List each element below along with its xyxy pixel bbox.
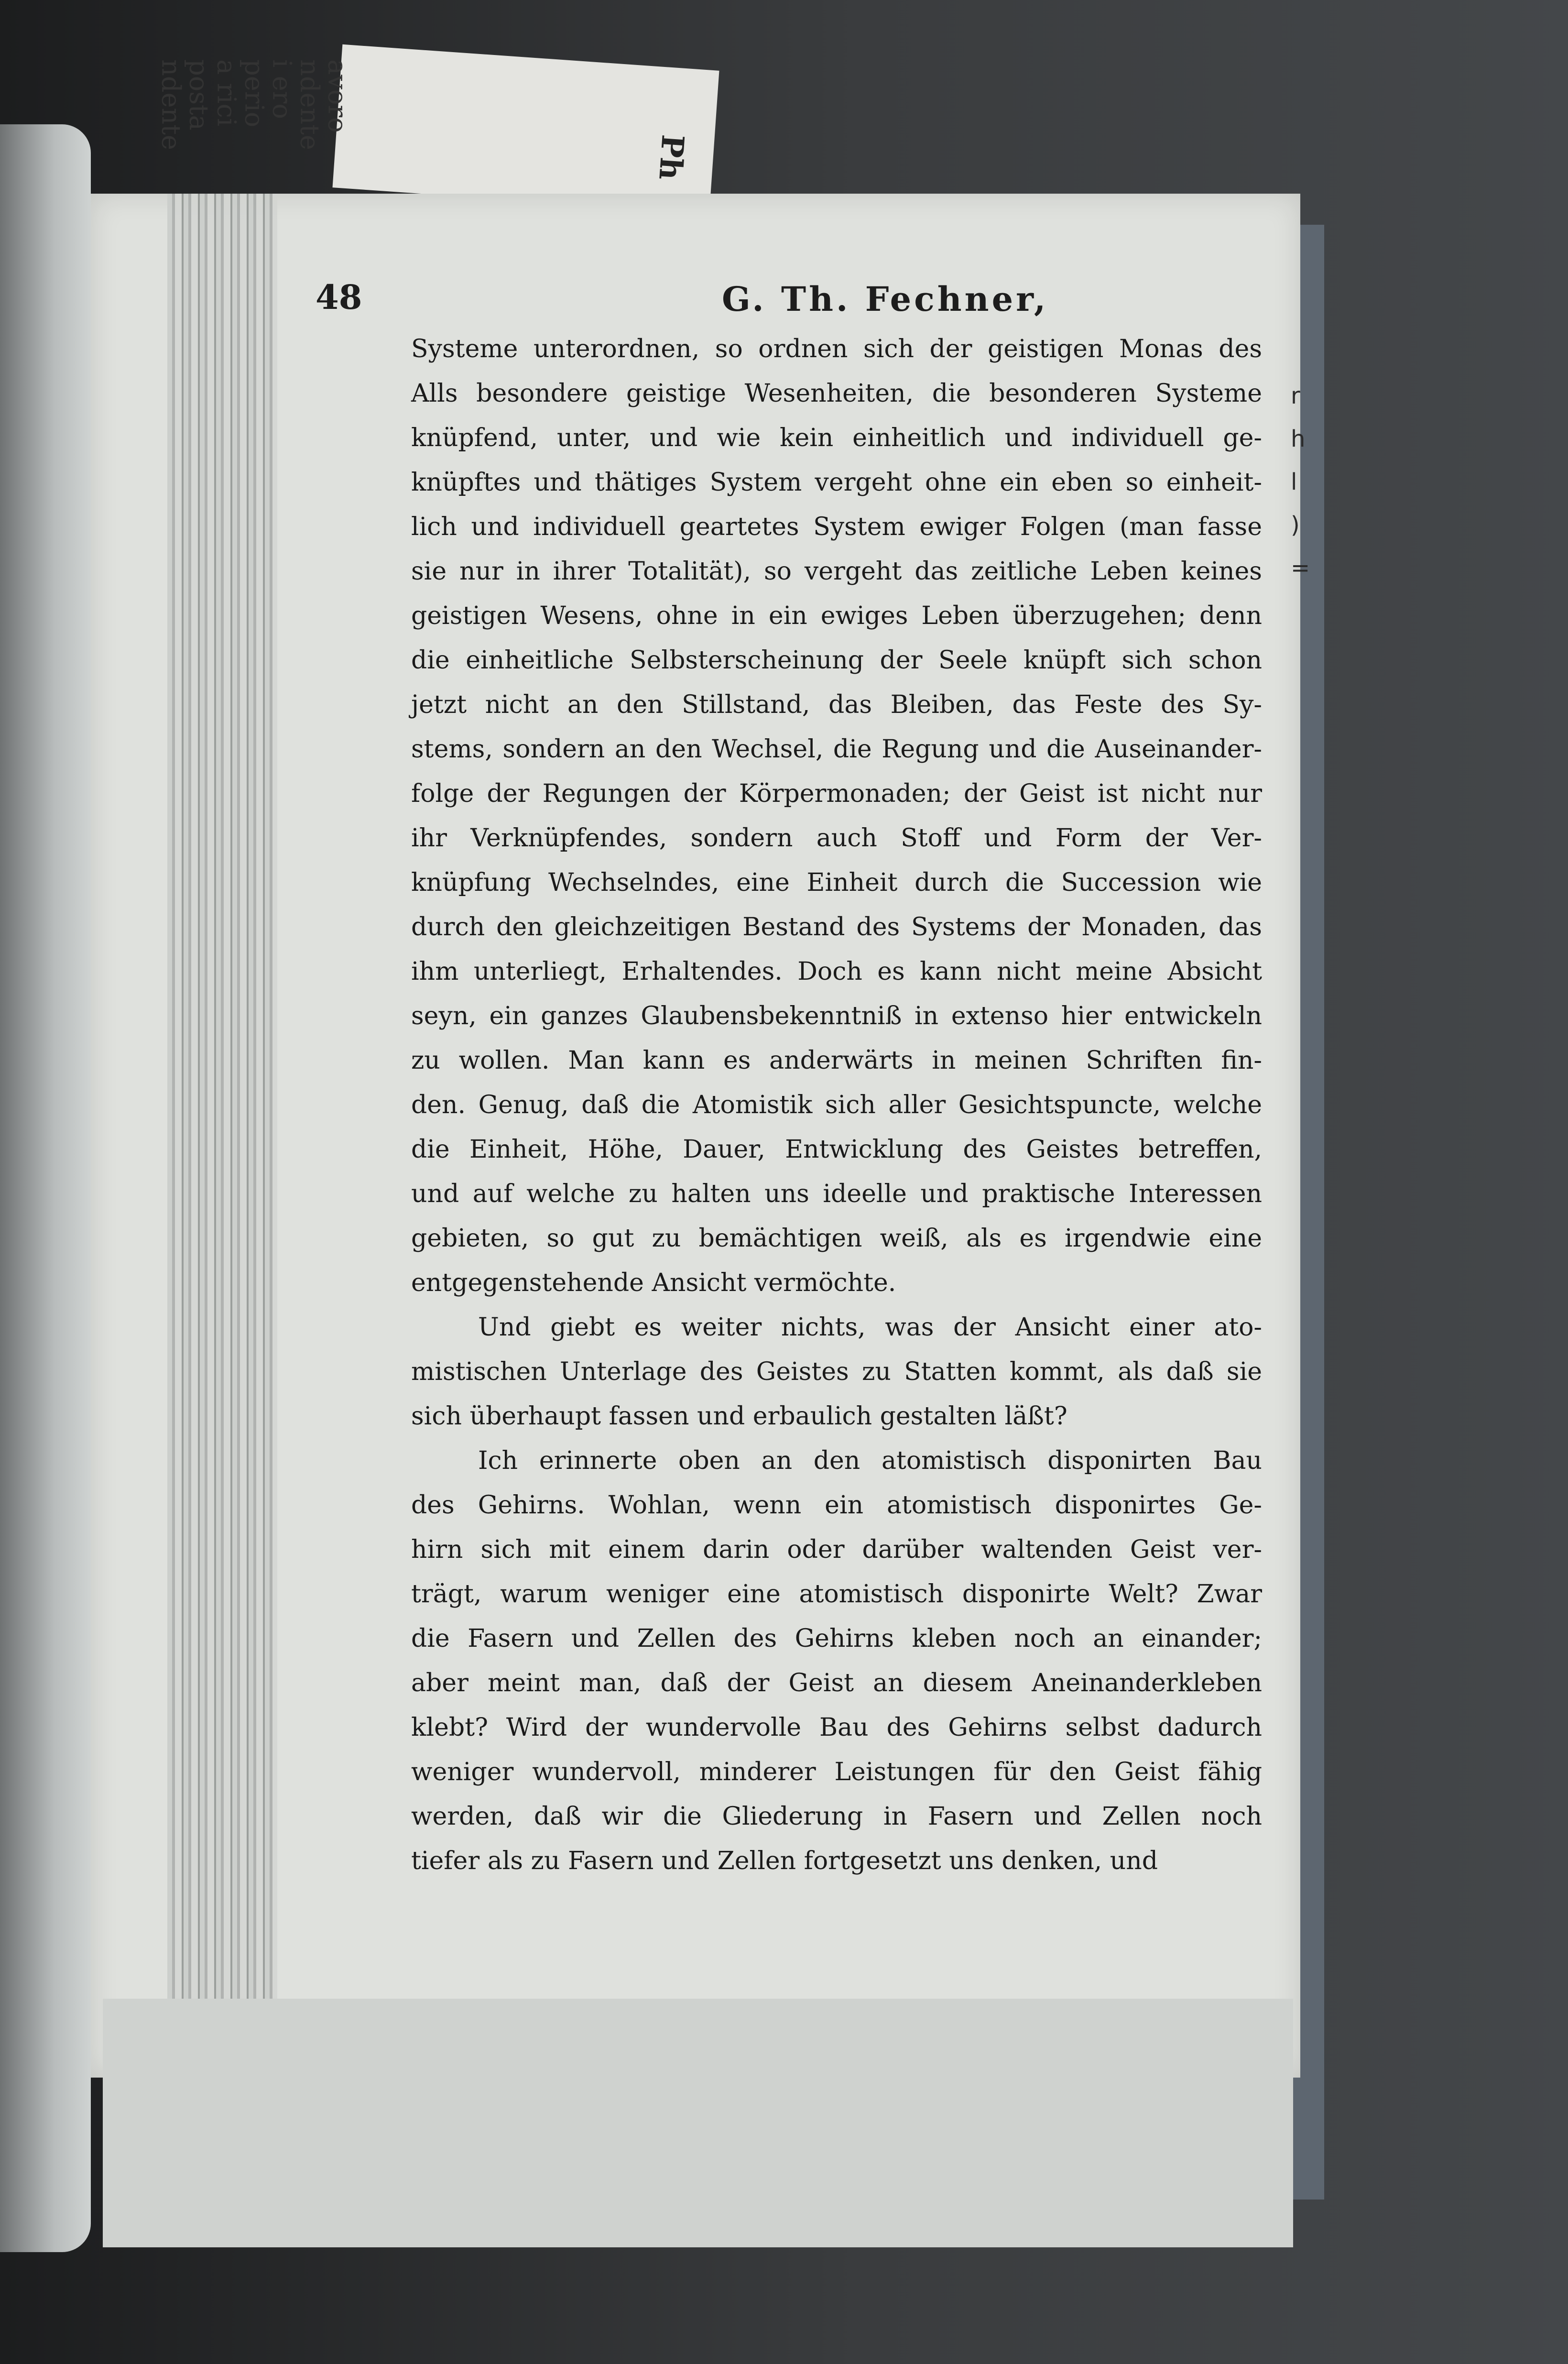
- text-line-content: hirn sich mit einem darin oder darüber waltenden Geist ver-: [411, 1535, 1262, 1564]
- text-line-content: aber meint man, daß der Geist an diesem Aneinanderkleben: [411, 1669, 1262, 1697]
- text-line-content: zu wollen. Man kann es anderwärts in meinen Schriften fin-: [411, 1046, 1262, 1075]
- text-line-content: trägt, warum weniger eine atomistisch disponirte Welt? Zwar: [411, 1580, 1262, 1609]
- margin-mark: h: [1291, 426, 1306, 452]
- text-line-content: den. Genug, daß die Atomistik sich aller Gesichtspuncte, welche: [411, 1091, 1262, 1119]
- page-binding-lines: [167, 194, 277, 2078]
- text-line: [411, 1535, 1262, 1564]
- text-line-content: knüpfung Wechselndes, eine Einheit durch die Succession wie: [411, 868, 1262, 897]
- text-line: [411, 1491, 1262, 1520]
- text-line-content: geistigen Wesens, ohne in ein ewiges Leben überzugehen; denn: [411, 602, 1262, 630]
- text-line-content: Systeme unterordnen, so ordnen sich der geistigen Monas des: [411, 335, 1262, 363]
- text-line-content: stems, sondern an den Wechsel, die Regung und die Auseinander-: [411, 735, 1262, 764]
- text-line: [411, 1046, 1262, 1075]
- text-line: [411, 1669, 1262, 1697]
- margin-mark: =: [1291, 555, 1310, 581]
- paper-slip-bookmark: [156, 44, 719, 214]
- slip-label: Ph: [652, 133, 691, 181]
- text-line-content: knüpfend, unter, und wie kein einheitlich und individuell ge-: [411, 424, 1262, 452]
- text-line: [411, 1135, 1262, 1164]
- text-line-content: die Fasern und Zellen des Gehirns kleben noch an einander;: [411, 1624, 1262, 1653]
- text-line: [411, 379, 1262, 408]
- text-line-content: Alls besondere geistige Wesenheiten, die besonderen Systeme: [411, 379, 1262, 408]
- text-line: [411, 690, 1262, 719]
- text-line: [411, 824, 1262, 853]
- text-line-content: mistischen Unterlage des Geistes zu Statten kommt, als daß sie: [411, 1357, 1262, 1386]
- text-line-content: des Gehirns. Wohlan, wenn ein atomistisch disponirtes Ge-: [411, 1491, 1262, 1520]
- text-line-content: weniger wundervoll, minderer Leistungen für den Geist fähig: [411, 1758, 1262, 1786]
- text-line-content: durch den gleichzeitigen Bestand des Systems der Monaden, das: [411, 913, 1262, 941]
- text-line-content: sie nur in ihrer Totalität), so vergeht das zeitliche Leben keines: [411, 557, 1262, 586]
- text-line-content: sich überhaupt fassen und erbaulich gestalten läßt?: [411, 1402, 1067, 1431]
- text-line: [411, 1713, 1262, 1742]
- text-line: [411, 1758, 1262, 1786]
- slip-text: avoro ndente i ero perio a rici posta ndente: [156, 59, 353, 150]
- text-line: [411, 424, 1262, 452]
- page-number: 48: [316, 277, 362, 317]
- text-line: [411, 1357, 1262, 1386]
- text-line: [411, 1180, 1262, 1208]
- text-line-content: folge der Regungen der Körpermonaden; der Geist ist nicht nur: [411, 779, 1262, 808]
- text-line: [478, 1313, 1262, 1342]
- text-line-content: klebt? Wird der wundervolle Bau des Gehirns selbst dadurch: [411, 1713, 1262, 1742]
- text-line: [411, 1002, 1262, 1030]
- text-line: [411, 513, 1262, 541]
- text-line: [411, 1402, 1262, 1431]
- text-line: [411, 335, 1262, 363]
- text-line-content: Ich erinnerte oben an den atomistisch disponirten Bau: [478, 1446, 1262, 1475]
- text-line: [411, 1624, 1262, 1653]
- previous-page-edge: [0, 124, 91, 2252]
- text-line-content: seyn, ein ganzes Glaubensbekenntniß in extenso hier entwickeln: [411, 1002, 1262, 1030]
- text-line: [411, 913, 1262, 941]
- margin-mark: r: [1291, 383, 1300, 409]
- text-line: [411, 957, 1262, 986]
- text-line: [411, 1802, 1262, 1831]
- text-line: [411, 779, 1262, 808]
- page-lower-edge: [103, 1999, 1293, 2247]
- text-line: [411, 468, 1262, 497]
- text-line: [411, 868, 1262, 897]
- text-line-content: jetzt nicht an den Stillstand, das Bleiben, das Feste des Sy-: [411, 690, 1262, 719]
- page-header: [316, 277, 1262, 335]
- text-line: [411, 1847, 1262, 1875]
- margin-mark: l: [1291, 469, 1297, 495]
- margin-mark: ): [1291, 512, 1300, 538]
- text-line: [411, 557, 1262, 586]
- text-line-content: werden, daß wir die Gliederung in Fasern und Zellen noch: [411, 1802, 1262, 1831]
- text-line: [411, 602, 1262, 630]
- text-line-content: Und giebt es weiter nichts, was der Ansicht einer ato-: [478, 1313, 1262, 1342]
- text-line: [411, 1224, 1262, 1253]
- text-line-content: die Einheit, Höhe, Dauer, Entwicklung des Geistes betreffen,: [411, 1135, 1262, 1164]
- running-head: G. Th. Fechner,: [722, 279, 1049, 319]
- text-line-content: lich und individuell geartetes System ewiger Folgen (man fasse: [411, 513, 1262, 541]
- text-line-content: ihr Verknüpfendes, sondern auch Stoff und Form der Ver-: [411, 824, 1262, 853]
- text-line-content: gebieten, so gut zu bemächtigen weiß, als es irgendwie eine: [411, 1224, 1262, 1253]
- text-line-content: knüpftes und thätiges System vergeht ohne ein eben so einheit-: [411, 468, 1262, 497]
- text-line: [411, 1580, 1262, 1609]
- text-line: [411, 1269, 1262, 1297]
- text-line-content: tiefer als zu Fasern und Zellen fortgesetzt uns denken, und: [411, 1847, 1158, 1875]
- text-line: [411, 1091, 1262, 1119]
- text-line-content: entgegenstehende Ansicht vermöchte.: [411, 1269, 896, 1297]
- text-line-content: und auf welche zu halten uns ideelle und praktische Interessen: [411, 1180, 1262, 1208]
- text-line: [411, 735, 1262, 764]
- text-line-content: ihm unterliegt, Erhaltendes. Doch es kann nicht meine Absicht: [411, 957, 1262, 986]
- text-line-content: die einheitliche Selbsterscheinung der Seele knüpft sich schon: [411, 646, 1262, 675]
- text-line: [478, 1446, 1262, 1475]
- text-line: [411, 646, 1262, 675]
